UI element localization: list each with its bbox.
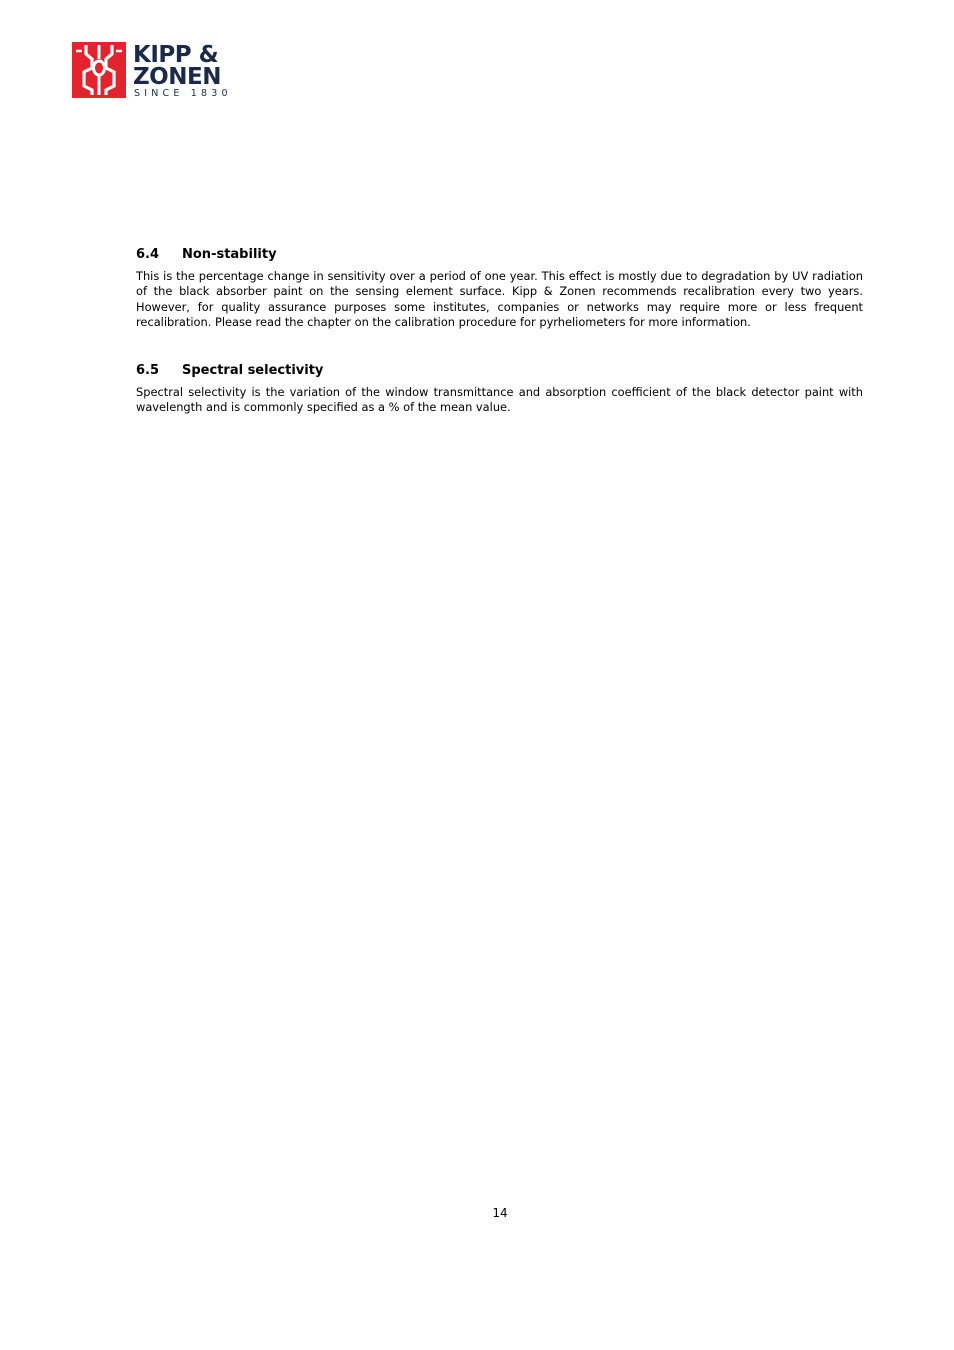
kipp-zonen-emblem-icon <box>72 42 126 98</box>
logo-since-text: SINCE 1830 <box>134 88 232 99</box>
section-body: Spectral selectivity is the variation of the window transmittance and absorption coefficient of the black detector paint with wavelength and is commonly specified as a % of the mean value. <box>136 385 863 415</box>
section-non-stability <box>136 247 863 330</box>
section-number: 6.4 <box>136 247 160 262</box>
section-number: 6.5 <box>136 363 160 378</box>
section-heading <box>136 363 863 379</box>
logo-wordmark-line2: ZONEN <box>133 64 221 90</box>
section-spectral-selectivity <box>136 363 863 416</box>
kipp-zonen-logo <box>72 42 247 100</box>
section-body: This is the percentage change in sensitivity over a period of one year. This effect is mostly due to degradation by UV radiation of the black absorber paint on the sensing element surface. Kipp & Zonen recommends recalibration every two years. However, for quality assurance purposes some institutes, companies or networks may require more or less frequent recalibration. Please read the chapter on the calibration procedure for pyrheliometers for more information. <box>136 269 863 329</box>
section-heading <box>136 247 863 263</box>
logo-wordmark-line1: KIPP & <box>133 42 219 68</box>
section-title: Spectral selectivity <box>182 363 324 378</box>
section-title: Non-stability <box>182 247 277 262</box>
page-number: 14 <box>492 1206 508 1220</box>
